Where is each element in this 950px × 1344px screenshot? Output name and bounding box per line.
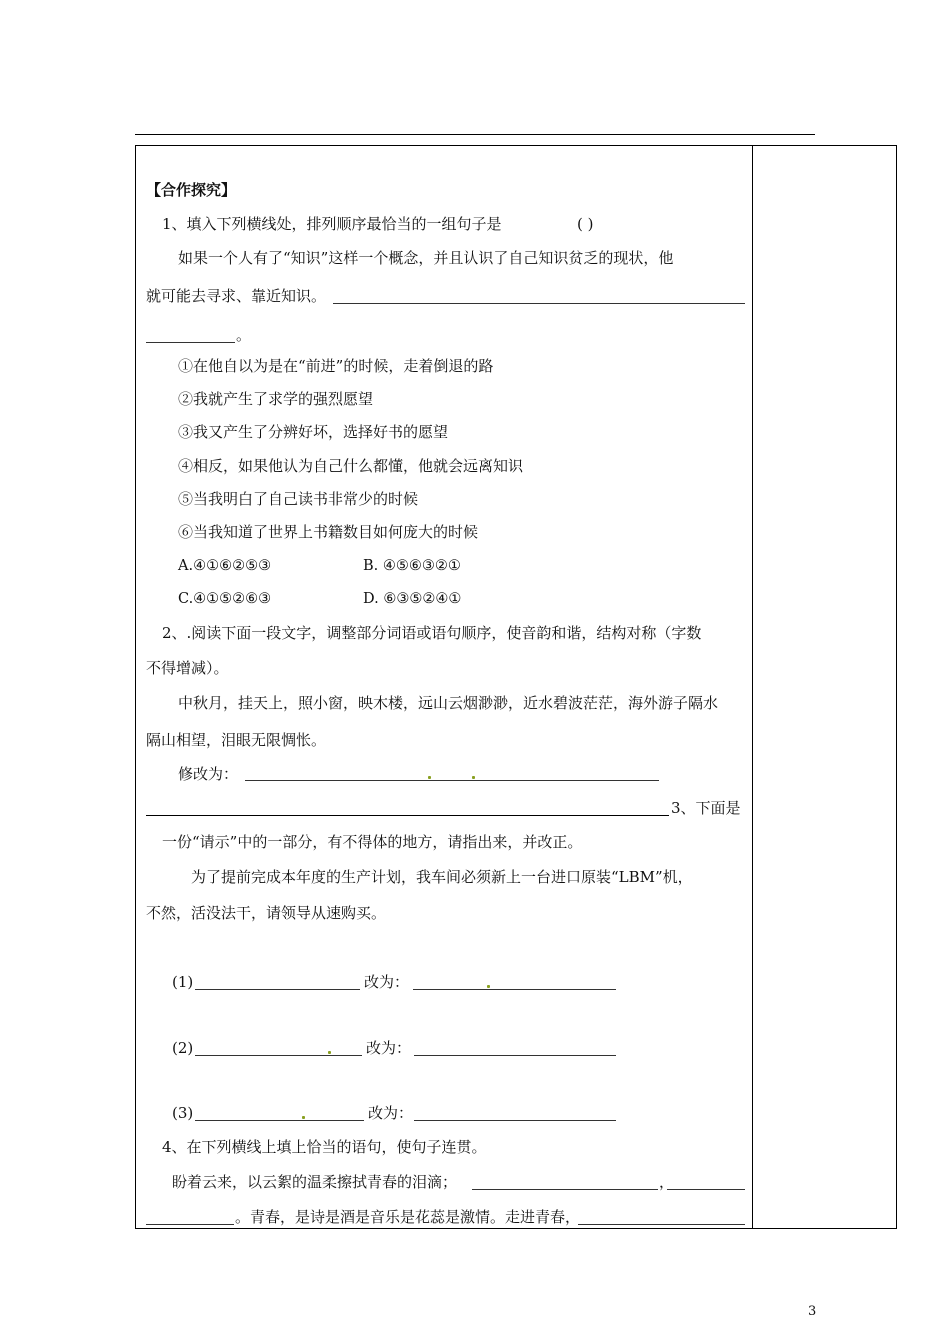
q1-passage-line2: 就可能去寻求、靠近知识。 [146, 287, 327, 305]
q3-row1-label: 改为： [364, 973, 410, 991]
q4-line1-separator: ， [659, 1173, 675, 1191]
worksheet-table [135, 145, 897, 1229]
q3-row3-answer-blank[interactable] [414, 1120, 616, 1121]
q2-passage-line2: 隔山相望，泪眼无限惆怅。 [146, 731, 327, 749]
q3-prompt-tail: 3、下面是 [671, 799, 741, 817]
q1-blank-line-2[interactable] [146, 342, 235, 343]
q1-item-1: ①在他自以为是在“前进”的时候，走着倒退的路 [178, 357, 494, 375]
q2-blank-line-2[interactable] [146, 815, 669, 816]
scan-speck [487, 985, 490, 988]
scan-speck [328, 1051, 331, 1054]
q3-row2-label: 改为： [366, 1039, 412, 1057]
q2-prompt-line1: 2、.阅读下面一段文字，调整部分词语或语句顺序，使音韵和谐，结构对称（字数 [162, 624, 702, 642]
q4-prompt: 4、在下列横线上填上恰当的语句，使句子连贯。 [162, 1138, 487, 1156]
q1-item-5: ⑤当我明白了自己读书非常少的时候 [178, 490, 419, 508]
q3-row1-num: (1) [172, 973, 194, 991]
q3-passage-line1: 为了提前完成本年度的生产计划，我车间必须新上一台进口原装“LBM”机， [191, 868, 693, 886]
q3-row3-blank[interactable] [195, 1120, 364, 1121]
scan-speck [472, 776, 475, 779]
q1-item-3: ③我又产生了分辨好坏，选择好书的愿望 [178, 423, 449, 441]
q3-row2-num: (2) [172, 1039, 194, 1057]
q1-blank-line-1[interactable] [333, 303, 745, 304]
q1-answer-paren: ( ) [577, 215, 594, 233]
q1-option-b[interactable]: B. ④⑤⑥③②① [363, 558, 461, 574]
q3-row1-answer-blank[interactable] [413, 989, 616, 990]
q4-blank-1[interactable] [472, 1189, 658, 1190]
q3-row2-blank[interactable] [195, 1055, 362, 1056]
q4-blank-4[interactable] [578, 1224, 745, 1225]
column-divider [752, 146, 753, 1228]
q3-row3-num: (3) [172, 1104, 194, 1122]
q1-option-d[interactable]: D. ⑥③⑤②④① [363, 591, 462, 607]
q3-row2-answer-blank[interactable] [414, 1055, 616, 1056]
q4-blank-3[interactable] [146, 1224, 234, 1225]
q2-passage-line1: 中秋月，挂天上，照小窗，映木楼，远山云烟渺渺，近水碧波茫茫，海外游子隔水 [178, 694, 719, 712]
header-rule [135, 134, 815, 135]
q2-blank-line-1[interactable] [245, 780, 659, 781]
q4-blank-2[interactable] [667, 1189, 745, 1190]
q4-line2: 。青春，是诗是酒是音乐是花蕊是激情。走进青春， [235, 1208, 581, 1226]
q1-passage-line1: 如果一个人有了“知识”这样一个概念，并且认识了自己知识贫乏的现状，他 [178, 249, 674, 267]
q1-option-a[interactable]: A.④①⑥②⑤③ [178, 558, 272, 574]
q1-prompt: 1、填入下列横线处，排列顺序最恰当的一组句子是 [162, 215, 502, 233]
scan-speck [302, 1116, 305, 1119]
q1-passage-end: 。 [236, 326, 252, 344]
q3-prompt-line2: 一份“请示”中的一部分，有不得体的地方，请指出来，并改正。 [162, 833, 583, 851]
q1-option-c[interactable]: C.④①⑤②⑥③ [178, 591, 272, 607]
q1-item-2: ②我就产生了求学的强烈愿望 [178, 390, 374, 408]
q3-row3-label: 改为： [368, 1104, 414, 1122]
q1-item-6: ⑥当我知道了世界上书籍数目如何庞大的时候 [178, 523, 479, 541]
section-title: 【合作探究】 [146, 181, 237, 199]
q3-row1-blank[interactable] [195, 989, 360, 990]
q2-prompt-line2: 不得增减）。 [146, 659, 229, 677]
scan-speck [428, 776, 431, 779]
q4-line1: 盼着云来，以云絮的温柔擦拭青春的泪滴； [172, 1173, 458, 1191]
page-number: 3 [808, 1304, 817, 1319]
q1-item-4: ④相反，如果他认为自己什么都懂，他就会远离知识 [178, 457, 524, 475]
q2-revise-label: 修改为： [178, 765, 239, 783]
q3-passage-line2: 不然，活没法干，请领导从速购买。 [146, 904, 387, 922]
